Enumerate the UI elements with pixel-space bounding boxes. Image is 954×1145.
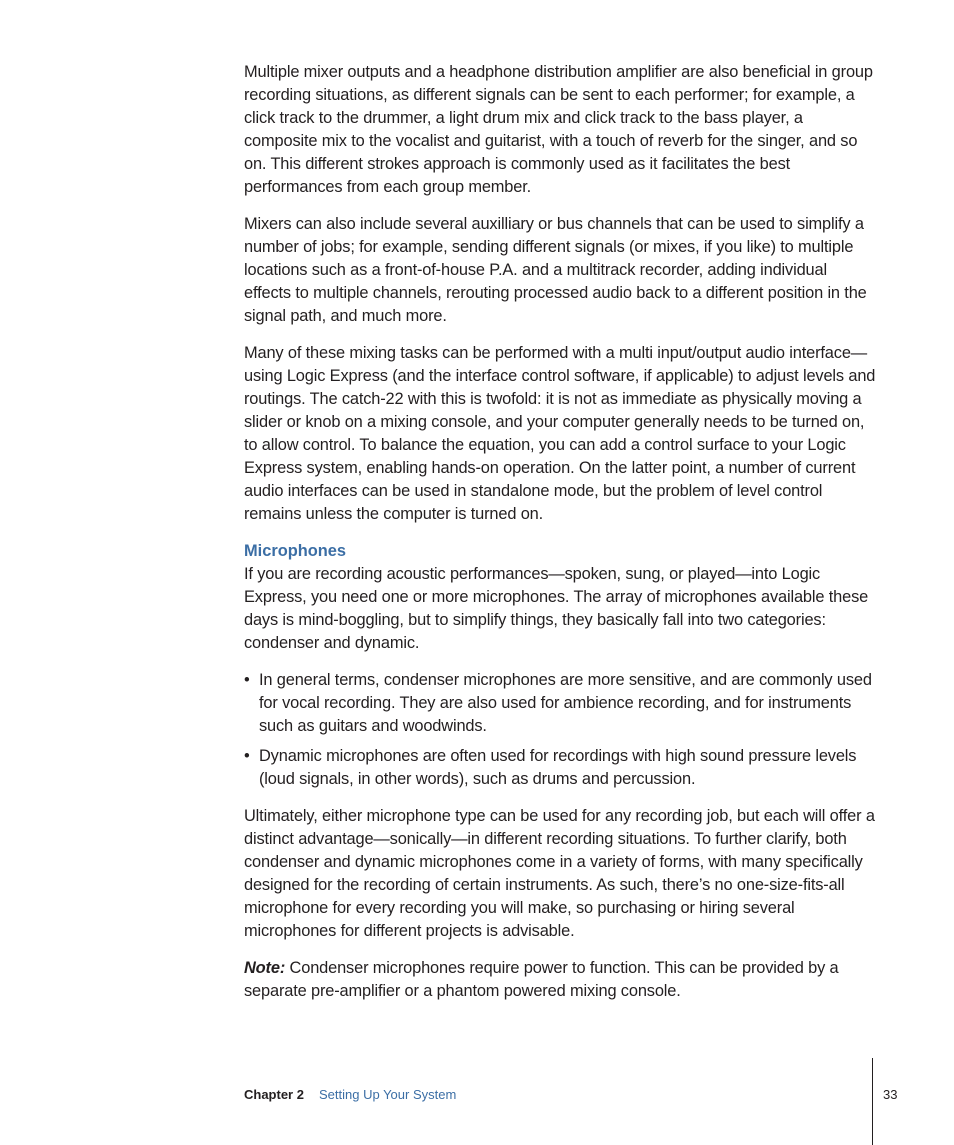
note-label: Note: [244, 959, 286, 977]
page-number: 33 [883, 1087, 898, 1102]
footer-divider [872, 1058, 873, 1145]
footer-chapter-label: Chapter 2 [244, 1087, 304, 1102]
page-content [244, 61, 876, 1017]
paragraph-microphones-intro: If you are recording acoustic performances—spoken, sung, or played—into Logic Express, you need one or more microphones. The array of microphones available these days is mind-boggling, but to simplify things, they basically fall into two categories: condenser and dynamic. [244, 565, 869, 652]
note-text: Condenser microphones require power to function. This can be provided by a separate pre-amplifier or a phantom powered mixing console. [244, 959, 839, 1000]
bullet-icon: • [244, 671, 250, 689]
list-item [244, 745, 876, 791]
paragraph-microphones-closing: Ultimately, either microphone type can be used for any recording job, but each will offer a distinct advantage—sonically—in different recording situations. To further clarify, both condenser and dynamic microphones come in a variety of forms, with many specifically designed for the recording of certain instruments. As such, there’s no one-size-fits-all microphone for every recording you will make, so purchasing or hiring several microphones for different projects is advisable. [244, 807, 875, 940]
paragraph-mixing-tasks: Many of these mixing tasks can be performed with a multi input/output audio interface—using Logic Express (and the interface control software, if applicable) to adjust levels and routings. The catch-22 with this is twofold: it is not as immediate as physically moving a slider or knob on a mixing console, and your computer generally needs to be turned on, to allow control. To balance the equation, you can add a control surface to your Logic Express system, enabling hands-on operation. On the latter point, a number of current audio interfaces can be used in standalone mode, but the problem of level control remains unless the computer is turned on. [244, 344, 876, 523]
paragraph-mixer-outputs: Multiple mixer outputs and a headphone distribution amplifier are also beneficial in group recording situations, as different signals can be sent to each performer; for example, a click track to the drummer, a light drum mix and click track to the bass player, a composite mix to the vocalist and guitarist, with a touch of reverb for the singer, and so on. This different strokes approach is commonly used as it facilitates the best performances from each group member. [244, 63, 873, 196]
list-item [244, 669, 876, 738]
list-item-text: In general terms, condenser microphones are more sensitive, and are commonly used for vocal recording. They are also used for ambience recording, and for instruments such as guitars and woodwinds. [259, 671, 872, 735]
footer-chapter-title: Setting Up Your System [319, 1087, 457, 1102]
microphone-types-list [244, 669, 876, 791]
section-heading-microphones: Microphones [244, 542, 346, 560]
bullet-icon: • [244, 747, 250, 765]
note-paragraph [244, 957, 876, 1003]
list-item-text: Dynamic microphones are often used for recordings with high sound pressure levels (loud signals, in other words), such as drums and percussion. [259, 747, 857, 788]
paragraph-aux-channels: Mixers can also include several auxilliary or bus channels that can be used to simplify a number of jobs; for example, sending different signals (or mixes, if you like) to multiple locations such as a front-of-house P.A. and a multitrack recorder, adding individual effects to multiple channels, rerouting processed audio back to a different position in the signal path, and much more. [244, 215, 867, 325]
